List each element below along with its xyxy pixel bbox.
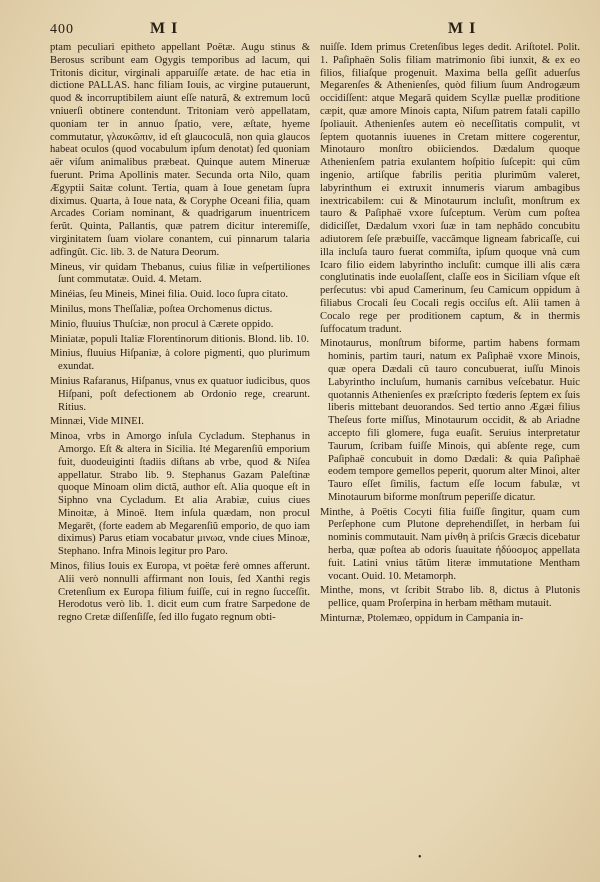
left-column: [50, 42, 310, 628]
paragraph: Minilus, mons Theſſaliæ, poſtea Orchomenus dictus.: [50, 303, 273, 315]
paragraph: Minotaurus, monſtrum biforme, partim habens formam hominis, partim tauri, natum ex Paſiphaë vxore Minois, quæ opera Dædali cũ tauro concubuerat, iuſſu Minois Labyrintho incluſum, humanis carnibus veſcebatur. Huic quotannis Athenienſes ex præſcripto fœderis ſeptem ex ſuis liberis mittebant deuorandos. Sed tertio anno Ægæi filius Theſeus forte miſſus, Minotaurum occidit, & ab Ariadne accepto fili glomere, fuga euaſit. Seruius interpretatur Taurum, ſcribam fuiſſe Minois, qui abſente rege, cum Paſiphaë concubuit in domo Dædali: & quia Paſiphaë eodem tempore gemellos peperit, quorum alter Minoi, alter Tauro eſſet ſimilis, factum eſſe locum fabulæ, vt Minotaurum biforme monſtrum peperiſſe dicatur.: [320, 338, 580, 503]
paragraph: Minéias, ſeu Mineis, Minei filia. Ouid. loco ſupra citato.: [50, 289, 289, 301]
signature-mark: •: [418, 852, 422, 863]
paragraph: Minoa, vrbs in Amorgo inſula Cycladum. Stephanus in Amorgo. Eſt & altera in Sicilia. Ité Megarenſiũ emporium fuit, duodeuiginti ſtadiis diſtans ab vrbe, quod & Niſea appellatur. Strabo lib. 9. Stephanus Gazam Paleſtinæ quoque Minoam olim dictã, author eſt. Alia quoque eſt in Siphno vna Cycladum. Et alia Arabiæ, cuius ciues Minoitæ, à Minoë. Item inſula quædam, non procul Megarēt, (forte eadem ab Megarenſiũ emporio, de quo iam diximus) Parus etiam vocabatur μινωα, vnde ciues Minoæ, Stephano. Infra Minois legitur pro Paro.: [50, 431, 310, 558]
right-running-head: M I: [448, 20, 477, 37]
paragraph: Minnæi, Vide MINEI.: [50, 416, 144, 428]
left-running-head: M I: [150, 20, 179, 37]
paragraph: Minos, filius Iouis ex Europa, vt poëtæ ferè omnes afferunt. Alii verò nonnulli affirmant non Iouis, ſed Xanthi regis Cretenſium ex Europa filium fuiſſe, cui in regno ſucceſſit. Herodotus verò lib. 1. dicit eum cum fratre Sarpedone de regno Cretæ diſſenſiſſe, ſed illo fugato regnum obti-: [50, 561, 310, 624]
two-column-body: [50, 42, 580, 628]
running-header: [50, 20, 580, 40]
paragraph: ptam peculiari epitheto appellant Poëtæ. Augu stinus & Berosus scribunt eam Ogygis temporibus ad lacum, qui Tritonis dicitur, virginali apparuiſſe ætate. de hac etia in dictione PALLAS. hanc filiam Iouis, ac virgine putauerunt, quod & incorruptibilem aiunt eſſe naturã, & extremum locũ vniuerſi obtinere contendunt. Tritoniam verò appellatam, quoniam ter in annuo ſpatio, vere, æſtate, hyeme commutatur, γλαυκῶπιν, id eſt glaucoculã, non quia glaucos habeat oculos (quod vocabulum ipſum denotat) ſed quoniam aër viſum animalibus præbeat. Quinque autem Mineruæ fuerunt. Prima Apollinis mater. Secunda orta Nilo, quam Ægyptii Saitæ colunt. Tertia, quam à Ioue genetam ſupra diximus. Quarta, à Ioue nata, & Coryphe Oceani filia, quam Arcades Coriam nominant, & quadrigarum inuentricem ferũt. Quinta, Pallantis, quæ patrem dicitur interemiſſe, virginitatem ſuam violare conantem, cui pinnarum talaria adfingũt. Cic. lib. 3. de Natura Deorum.: [50, 42, 310, 258]
page-number: 400: [50, 22, 74, 37]
paragraph: nuiſſe. Idem primus Cretenſibus leges dedit. Ariſtotel. Polit. 1. Paſiphaën Solis filiam matrimonio ſibi iunxit, & ex eo filios, filiaſque progenuit. Maxima bella geſſit aduerſus Megarenſes & Athenienſes, quòd filium ſuum Androgæum occidiſſent: atque Megarã quidem Scyllæ puellæ proditione cæpit, quæ amore Minois capta, Niſum patrem fatali capillo ſpoliauit. Athenienſes autem eò neceſſitatis compulit, vt ſeptem quotannis iuuenes in Cretam mittere cogerentur, Minotauro monſtro obiiciendos. Dædalum quoque Athenienſem patria exulantem hoſpitio ſuſcepit: qui cũm ingenio, artiſque fabrilis peritia plurimũm valeret, labyrinthum ei extruxit innumeris viarum ambagibus inextricabilem: cui & Minotaurum incluſit, monſtrum ex tauro & Paſiphaë vxore ſuſceptum. Verùm cum poſtea didiciſſet, Dædalum vxori ſuæ in tam nephãdo concubitu adiutorem ſeſe præbuiſſe, vaccãmque ligneam fabricaſſe, cui illa incluſa tauro fuerat commiſta, ipſum quoque vnà cum Icaro filio eidem labyrintho incluſit: cumque illi alis cæra conglutinatis inde euolaſſent, claſſe eos in Siciliam vſque eſt perſecutus: vbi apud Camerinum, ſeu Camicum oppidum à filiabus Crocali ſeu Cocali regis occiſus eſt. Alii tamen à Cocalo rege per proditionem captum, & in thermis ſuffocatum tradunt.: [320, 42, 580, 335]
paragraph: Minio, fluuius Thuſciæ, non procul à Cærete oppido.: [50, 318, 274, 330]
paragraph: Minthe, à Poëtis Cocyti filia fuiſſe ſingitur, quam cum Perſephone cum Plutone deprehendiſſet, in herbam ſui nominis commutauit. Nam μίνθη à priſcis Græcis dicebatur herba, quæ poſtea ab odoris ſuauitate ἡδύοσμος appellata fuit. Latini vnius tãtũm literæ immutatione Mentham vocant. Ouid. 10. Metamorph.: [320, 506, 580, 582]
right-column: [320, 42, 580, 628]
paragraph: Miniatæ, populi Italiæ Florentinorum ditionis. Blond. lib. 10.: [50, 333, 309, 345]
paragraph: Minius, fluuius Hiſpaniæ, à colore pigmenti, quo plurimum exundat.: [50, 348, 310, 373]
paragraph: Minius Rafaranus, Hiſpanus, vnus ex quatuor iudicibus, quos Hiſpani, poſt defectionem ab Ordonio rege, crearunt. Ritius.: [50, 375, 310, 413]
paragraph: Mineus, vir quidam Thebanus, cuius filiæ in veſpertiliones ſunt commutatæ. Ouid. 4. Metam.: [50, 261, 310, 286]
paragraph: Minturnæ, Ptolemæo, oppidum in Campania in-: [320, 613, 524, 625]
paragraph: Minthe, mons, vt ſcribit Strabo lib. 8, dictus à Plutonis pellice, quam Proſerpina in herbam mẽtham mutauit.: [320, 585, 580, 610]
